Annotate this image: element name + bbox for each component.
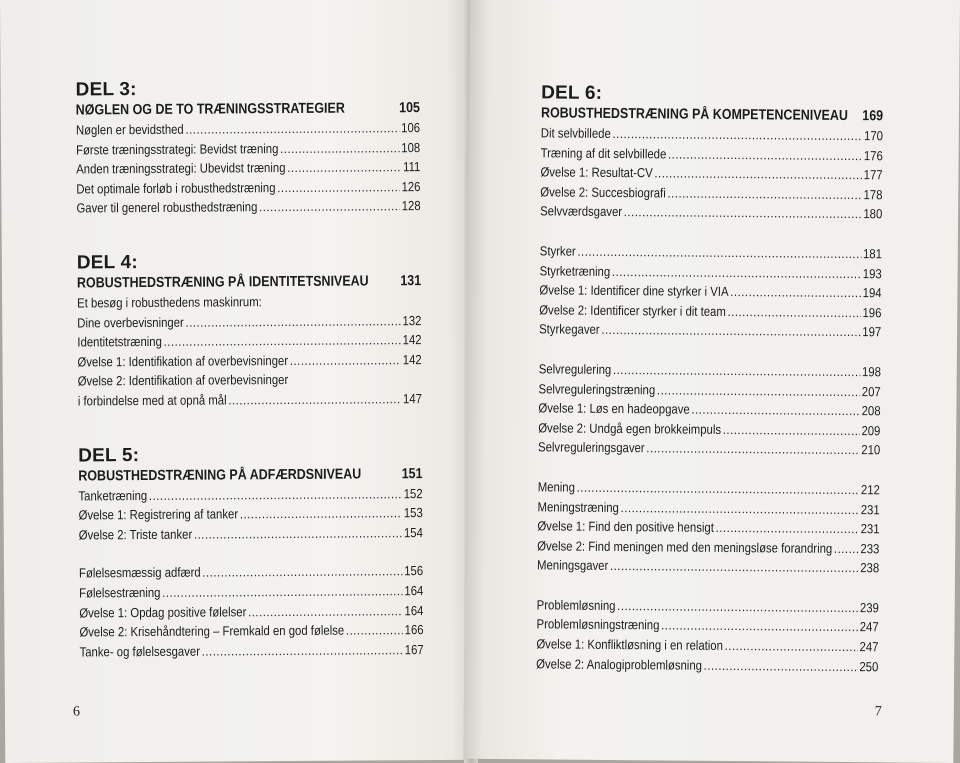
entry-page: 126 bbox=[401, 178, 421, 194]
page-number: 7 bbox=[874, 704, 882, 720]
section-heading bbox=[78, 465, 422, 486]
toc-entry bbox=[76, 196, 420, 218]
section-title: ROBUSTHEDSTRÆNING PÅ KOMPETENCENIVEAU bbox=[540, 105, 848, 125]
toc-entry bbox=[79, 523, 423, 545]
left-page bbox=[0, 0, 475, 763]
entry-title: Øvelse 1: Opdag positive følelser bbox=[79, 603, 247, 620]
entry-title: Øvelse 2: Identificer styrker i dit team bbox=[539, 302, 726, 319]
section-heading bbox=[77, 272, 421, 293]
entry-page: 180 bbox=[863, 206, 883, 222]
dot-leader bbox=[164, 330, 401, 351]
entry-page: 250 bbox=[859, 658, 879, 674]
toc-entry bbox=[79, 561, 423, 583]
dot-leader bbox=[277, 177, 400, 197]
dot-leader bbox=[185, 118, 399, 139]
entry-page: 209 bbox=[861, 422, 881, 439]
entry-title: Øvelse 1: Konfliktløsning i en relation bbox=[536, 636, 724, 654]
dot-leader bbox=[730, 282, 861, 303]
toc-entry bbox=[76, 177, 420, 199]
entry-title: Tanketræning bbox=[78, 487, 148, 503]
entry-page: 207 bbox=[861, 383, 881, 399]
section-title: ROBUSTHEDSTRÆNING PÅ IDENTITETSNIVEAU bbox=[76, 273, 369, 292]
toc-group-styrker bbox=[539, 241, 883, 342]
toc-entry bbox=[536, 654, 878, 677]
dot-leader bbox=[723, 420, 860, 441]
entry-page: 108 bbox=[401, 139, 421, 155]
section-title: ROBUSTHEDSTRÆNING PÅ ADFÆRDSNIVEAU bbox=[78, 466, 362, 484]
dot-leader bbox=[259, 197, 400, 218]
page-number: 6 bbox=[72, 704, 81, 720]
dot-leader bbox=[727, 302, 860, 323]
entry-page: 164 bbox=[404, 602, 424, 618]
toc-entry bbox=[76, 138, 420, 160]
entry-title: i forbindelse med at opnå mål bbox=[77, 392, 227, 409]
toc-section-del-3 bbox=[76, 77, 422, 218]
entry-page: 212 bbox=[860, 482, 880, 498]
dot-leader bbox=[667, 183, 862, 204]
entry-title: Nøglen er bevidsthed bbox=[75, 121, 184, 138]
toc-entry bbox=[540, 202, 882, 225]
toc-entry bbox=[79, 640, 423, 662]
right-toc bbox=[536, 82, 884, 676]
section-page: 105 bbox=[399, 100, 420, 117]
entry-page: 111 bbox=[403, 159, 421, 175]
entry-page: 132 bbox=[402, 312, 422, 328]
section-heading bbox=[76, 99, 420, 120]
dot-leader bbox=[725, 636, 858, 657]
toc-entry bbox=[79, 601, 423, 623]
dot-leader bbox=[601, 320, 860, 342]
entry-title: Selvreguleringstræning bbox=[538, 380, 656, 397]
dot-leader bbox=[240, 503, 402, 524]
dot-leader bbox=[202, 640, 404, 661]
entry-title: Gaver til generel robusthedstræning bbox=[76, 199, 258, 216]
toc-entry bbox=[77, 311, 421, 333]
entry-page: 147 bbox=[402, 391, 423, 407]
toc-section-del-5 bbox=[78, 443, 425, 662]
toc-entry bbox=[537, 556, 879, 579]
entry-title: Selvværdsgaver bbox=[540, 203, 623, 220]
entry-page: 198 bbox=[861, 364, 881, 380]
entry-page: 231 bbox=[860, 521, 880, 537]
entry-page: 208 bbox=[861, 403, 881, 419]
toc-group-problemloesning bbox=[536, 595, 880, 676]
toc-entry bbox=[79, 503, 423, 525]
dot-leader bbox=[612, 262, 861, 284]
entry-title: Problemløsning bbox=[536, 597, 616, 613]
toc-section-del-4 bbox=[77, 250, 423, 411]
dot-leader bbox=[834, 539, 859, 559]
entry-page: 178 bbox=[863, 186, 883, 203]
dot-leader bbox=[716, 518, 859, 539]
dot-leader bbox=[149, 484, 402, 505]
entry-page: 170 bbox=[863, 128, 884, 144]
dot-leader bbox=[661, 616, 858, 637]
dot-leader bbox=[202, 562, 402, 583]
dot-leader bbox=[287, 157, 401, 177]
section-page: 131 bbox=[400, 273, 422, 290]
dot-leader bbox=[646, 439, 859, 460]
dot-leader bbox=[621, 498, 860, 520]
entry-page: 152 bbox=[403, 485, 423, 501]
entry-page: 197 bbox=[862, 324, 882, 340]
entry-title: Dit selvbillede bbox=[540, 125, 611, 141]
entry-title: Meningstræning bbox=[537, 498, 619, 515]
entry-page: 233 bbox=[860, 540, 880, 557]
section-label: DEL 6: bbox=[541, 82, 603, 104]
entry-page: 239 bbox=[859, 600, 879, 616]
toc-group-selvregulering bbox=[538, 359, 882, 460]
entry-title: Styrker bbox=[539, 243, 576, 259]
entry-title: Problemløsningstræning bbox=[536, 616, 660, 633]
entry-page: 142 bbox=[402, 332, 422, 348]
entry-page: 177 bbox=[863, 167, 883, 183]
entry-title: Øvelse 1: Find den positive hensigt bbox=[537, 518, 714, 535]
toc-entry bbox=[76, 118, 420, 140]
entry-title: Træning af dit selvbillede bbox=[540, 144, 667, 162]
toc-entry bbox=[79, 620, 423, 642]
toc-entry bbox=[78, 484, 422, 506]
dot-leader bbox=[613, 360, 860, 382]
entry-title: Tanke- og følelsesgaver bbox=[79, 643, 201, 660]
entry-title: Øvelse 1: Løs en hadeopgave bbox=[538, 400, 690, 417]
entry-page: 194 bbox=[862, 285, 882, 301]
entry-page: 247 bbox=[859, 619, 879, 635]
entry-page: 231 bbox=[860, 501, 880, 517]
entry-page: 164 bbox=[404, 582, 424, 599]
toc-group-mening bbox=[537, 477, 881, 578]
entry-page: 176 bbox=[863, 147, 883, 163]
entry-title: Dine overbevisninger bbox=[77, 314, 184, 331]
entry-title: Øvelse 2: Analogiproblemløsning bbox=[536, 655, 703, 673]
dot-leader bbox=[194, 523, 402, 544]
section-page: 169 bbox=[862, 108, 884, 125]
dot-leader bbox=[704, 655, 858, 676]
entry-title: Følelsestræning bbox=[79, 584, 161, 601]
dot-leader bbox=[185, 311, 400, 332]
dot-leader bbox=[610, 556, 859, 578]
toc-entry bbox=[79, 581, 423, 603]
dot-leader bbox=[162, 581, 403, 602]
entry-title: Øvelse 2: Krisehåndtering – Fremkald en god følelse bbox=[79, 622, 345, 640]
entry-page: 106 bbox=[401, 120, 421, 136]
toc-entry bbox=[538, 438, 880, 461]
dot-leader bbox=[248, 601, 403, 622]
dot-leader bbox=[668, 144, 862, 165]
entry-page: 166 bbox=[404, 622, 424, 638]
dot-leader bbox=[691, 400, 860, 421]
dot-leader bbox=[346, 620, 403, 640]
entry-title: Øvelse 1: Identificer dine styrker i VIA bbox=[539, 282, 729, 300]
entry-page: 247 bbox=[859, 639, 879, 655]
toc-entry bbox=[77, 350, 421, 372]
entry-title: Øvelse 2: Succesbiografi bbox=[540, 184, 666, 201]
entry-title: Første træningsstrategi: Bevidst træning bbox=[75, 140, 279, 158]
dot-leader bbox=[290, 350, 401, 370]
dot-leader bbox=[657, 380, 860, 401]
entry-title: Styrkegaver bbox=[539, 321, 600, 338]
entry-title: Mening bbox=[537, 479, 576, 495]
entry-title: Øvelse 1: Identifikation af overbevisninger bbox=[77, 352, 289, 370]
dot-leader bbox=[617, 596, 858, 618]
section-page: 151 bbox=[401, 465, 423, 482]
section-label: DEL 5: bbox=[78, 444, 140, 466]
toc-entry bbox=[78, 389, 422, 411]
entry-title: Selvreguleringsgaver bbox=[538, 439, 645, 456]
entry-title: Øvelse 2: Triste tanker bbox=[78, 526, 193, 543]
entry-page: 181 bbox=[862, 246, 883, 262]
entry-title: Det optimale forløb i robusthedstræning bbox=[76, 179, 276, 197]
entry-page: 238 bbox=[860, 560, 880, 576]
section-label: DEL 3: bbox=[75, 79, 137, 101]
entry-page: 156 bbox=[404, 563, 424, 579]
entry-title: Øvelse 1: Registrering af tanker bbox=[78, 506, 239, 523]
dot-leader bbox=[654, 164, 862, 185]
entry-title: Øvelse 1: Resultat-CV bbox=[540, 164, 653, 181]
entry-title: Meningsgaver bbox=[536, 557, 609, 574]
section-label: DEL 4: bbox=[76, 252, 138, 274]
toc-entry bbox=[77, 330, 421, 352]
dot-leader bbox=[280, 138, 400, 158]
entry-page: 142 bbox=[402, 351, 422, 367]
entry-page: 167 bbox=[404, 641, 424, 657]
entry-title: Øvelse 2: Undgå egen brokkeimpuls bbox=[538, 420, 722, 437]
entry-title: Følelsesmæssig adfærd bbox=[78, 564, 201, 581]
dot-leader bbox=[577, 242, 861, 264]
dot-leader bbox=[228, 389, 401, 410]
entry-page: 193 bbox=[862, 265, 882, 281]
entry-title: Styrketræning bbox=[539, 262, 611, 279]
section-title: NØGLEN OG DE TO TRÆNINGSSTRATEGIER bbox=[75, 100, 345, 119]
right-page bbox=[463, 0, 960, 763]
entry-title: Anden træningsstrategi: Ubevidst træning bbox=[76, 160, 286, 177]
toc-entry bbox=[76, 157, 420, 179]
toc-group-selvbillede bbox=[540, 123, 884, 224]
entry-page: 153 bbox=[403, 505, 423, 521]
toc-entry bbox=[539, 320, 881, 343]
entry-page: 128 bbox=[401, 198, 421, 214]
left-toc bbox=[76, 77, 425, 662]
dot-leader bbox=[612, 124, 862, 146]
entry-page: 210 bbox=[861, 442, 881, 458]
entry-title: Selvregulering bbox=[538, 361, 612, 377]
dot-leader bbox=[624, 202, 862, 224]
entry-title: Identitetstræning bbox=[77, 334, 162, 350]
entry-page: 154 bbox=[403, 524, 423, 540]
entry-title: Øvelse 2: Find meningen med den meningsløse forandring bbox=[537, 538, 833, 556]
entry-title-continued: Øvelse 2: Identifikation af overbevisninger bbox=[77, 372, 289, 389]
entry-page: 196 bbox=[862, 304, 882, 321]
dot-leader bbox=[577, 478, 860, 500]
section-intro: Et besøg i robusthedens maskinrum: bbox=[77, 294, 262, 311]
